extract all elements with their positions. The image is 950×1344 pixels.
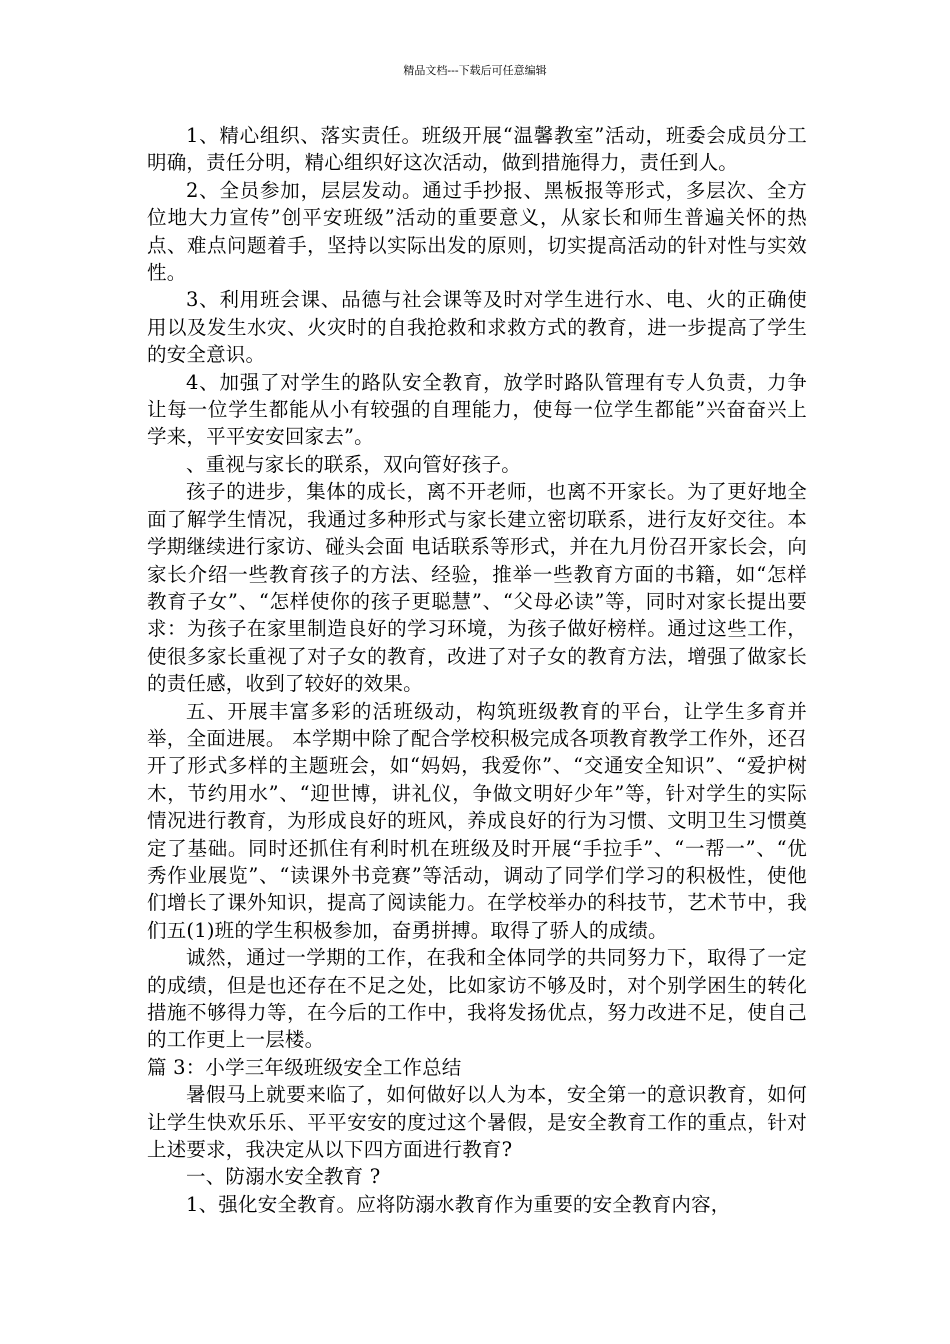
paragraph-6: 孩子的进步，集体的成长，离不开老师，也离不开家长。为了更好地全面了解学生情况，我通过多种形式与家长建立密切联系，进行友好交往。本学期继续进行家访、碰头会面 电话联系等形式，并在九月份召开家长会，向家长介绍一些教育孩子的方法、经验，推举一些教育方面的书籍，如“怎样教育子女”、“怎样使你的孩子更聪慧”、“父母必读”等，同时对家长提出要求：为孩子在家里制造良好的学习环境，为孩子做好榜样。通过这些工作，使很多家长重视了对子女的教育，改进了对子女的教育方法，增强了做家长的责任感，收到了较好的效果。 <box>147 480 807 696</box>
paragraph-7: 五、开展丰富多彩的活班级动，构筑班级教育的平台，让学生多育并举，全面进展。 本学期中除了配合学校积极完成各项教育教学工作外，还召开了形式多样的主题班会，如“妈妈，我爱你”、“交通安全知识”、“爱护树木，节约用水”、“迎世博，讲礼仪，争做文明好少年”等，针对学生的实际情况进行教育，为形成良好的班风，养成良好的行为习惯、文明卫生习惯奠定了基础。同时还抓住有利时机在班级及时开展“手拉手”、“一帮一”、“优秀作业展览”、“读课外书竞赛”等活动，调动了同学们学习的积极性，使他们增长了课外知识，提高了阅读能力。在学校举办的科技节，艺术节中，我们五(1)班的学生积极参加，奋勇拼搏。取得了骄人的成绩。 <box>147 699 807 942</box>
paragraph-3: 3、利用班会课、品德与社会课等及时对学生进行水、电、火的正确使用以及发生水灾、火灾时的自我抢救和求救方式的教育，进一步提高了学生的安全意识。 <box>147 288 807 367</box>
paragraph-11: 1、强化安全教育。应将防溺水教育作为重要的安全教育内容， <box>186 1192 731 1216</box>
document-body <box>147 122 807 1218</box>
paragraph-9: 暑假马上就要来临了，如何做好以人为本，安全第一的意识教育，如何让学生快欢乐乐、平平安安的度过这个暑假，是安全教育工作的重点，针对上述要求，我决定从以下四方面进行教育? <box>147 1083 807 1162</box>
paragraph-10: 一、防溺水安全教育 ? <box>186 1165 381 1189</box>
paragraph-4: 4、加强了对学生的路队安全教育，放学时路队管理有专人负责，力争让每一位学生都能从小有较强的自理能力，使每一位学生都能”兴奋奋兴上学来，平平安安回家去”。 <box>147 370 807 449</box>
page-header: 精品文档---下载后可任意编辑 <box>403 64 547 77</box>
section-heading: 篇 3：小学三年级班级安全工作总结 <box>147 1055 462 1079</box>
paragraph-8: 诚然，通过一学期的工作，在我和全体同学的共同努力下，取得了一定的成绩，但是也还存在不足之处，比如家访不够及时，对个别学困生的转化措施不够得力等，在今后的工作中，我将发扬优点，努力改进不足，使自己的工作更上一层楼。 <box>147 946 807 1052</box>
paragraph-1: 1、精心组织、落实责任。班级开展“温馨教室”活动，班委会成员分工明确，责任分明，精心组织好这次活动，做到措施得力，责任到人。 <box>147 124 807 175</box>
paragraph-5: 、重视与家长的联系，双向管好孩子。 <box>186 452 521 476</box>
paragraph-2: 2、全员参加，层层发动。通过手抄报、黑板报等形式，多层次、全方位地大力宣传”创平安班级”活动的重要意义，从家长和师生普遍关怀的热点、难点问题着手，坚持以实际出发的原则，切实提高活动的针对性与实效性。 <box>147 178 807 285</box>
